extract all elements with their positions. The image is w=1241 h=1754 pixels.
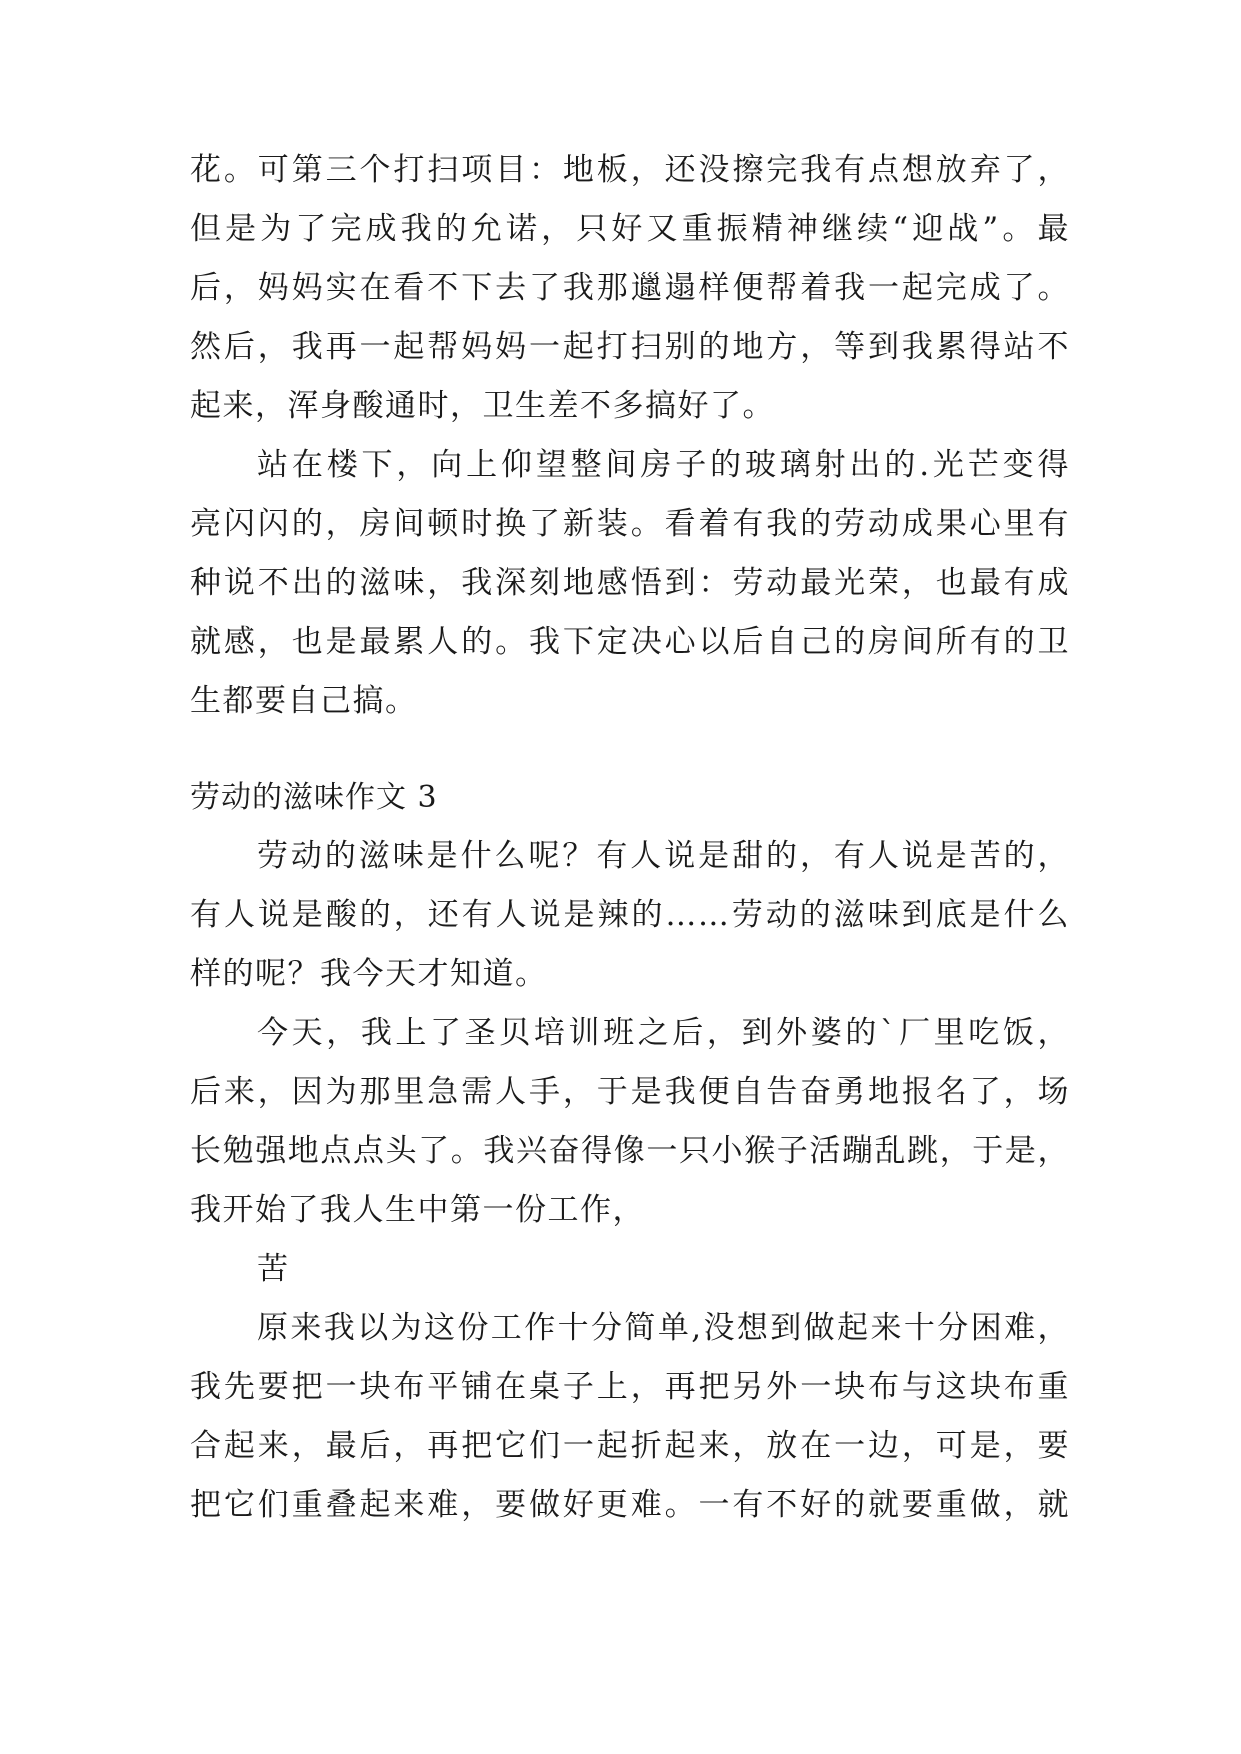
paragraph-line: 后，妈妈实在看不下去了我那邋遢样便帮着我一起完成了。 [190,270,1070,306]
paragraph-line: 有人说是酸的，还有人说是辣的……劳动的滋味到底是什么 [190,897,1070,933]
paragraph-line: 站在楼下，向上仰望整间房子的玻璃射出的.光芒变得 [257,447,1070,483]
paragraph-line: 今天，我上了圣贝培训班之后，到外婆的`厂里吃饭， [257,1015,1070,1051]
paragraph-line: 合起来，最后，再把它们一起折起来，放在一边，可是，要 [190,1428,1070,1464]
paragraph-line: 起来，浑身酸通时，卫生差不多搞好了。 [190,388,775,424]
paragraph-line: 我先要把一块布平铺在桌子上，再把另外一块布与这块布重 [190,1369,1070,1405]
paragraph-line: 亮闪闪的，房间顿时换了新装。看着有我的劳动成果心里有 [190,506,1070,542]
paragraph-line: 原来我以为这份工作十分简单,没想到做起来十分困难， [257,1310,1070,1346]
paragraph-line: 样的呢？我今天才知道。 [190,956,548,992]
paragraph-line: 把它们重叠起来难，要做好更难。一有不好的就要重做，就 [190,1487,1070,1523]
paragraph-line: 劳动的滋味是什么呢？有人说是甜的，有人说是苦的， [257,838,1070,874]
paragraph-line: 我开始了我人生中第一份工作， [190,1192,645,1228]
paragraph-line: 但是为了完成我的允诺，只好又重振精神继续“迎战”。最 [190,211,1070,247]
paragraph-line: 就感，也是最累人的。我下定决心以后自己的房间所有的卫 [190,624,1070,660]
paragraph-line: 花。可第三个打扫项目：地板，还没擦完我有点想放弃了， [190,152,1070,188]
paragraph-line: 生都要自己搞。 [190,683,418,719]
paragraph-line: 长勉强地点点头了。我兴奋得像一只小猴子活蹦乱跳，于是， [190,1133,1070,1169]
paragraph-line: 然后，我再一起帮妈妈一起打扫别的地方，等到我累得站不 [190,329,1070,365]
section-heading: 劳动的滋味作文 3 [190,780,438,815]
paragraph-line: 后来，因为那里急需人手，于是我便自告奋勇地报名了，场 [190,1074,1070,1110]
paragraph-line: 苦 [257,1251,290,1287]
paragraph-line: 种说不出的滋味，我深刻地感悟到：劳动最光荣，也最有成 [190,565,1070,601]
